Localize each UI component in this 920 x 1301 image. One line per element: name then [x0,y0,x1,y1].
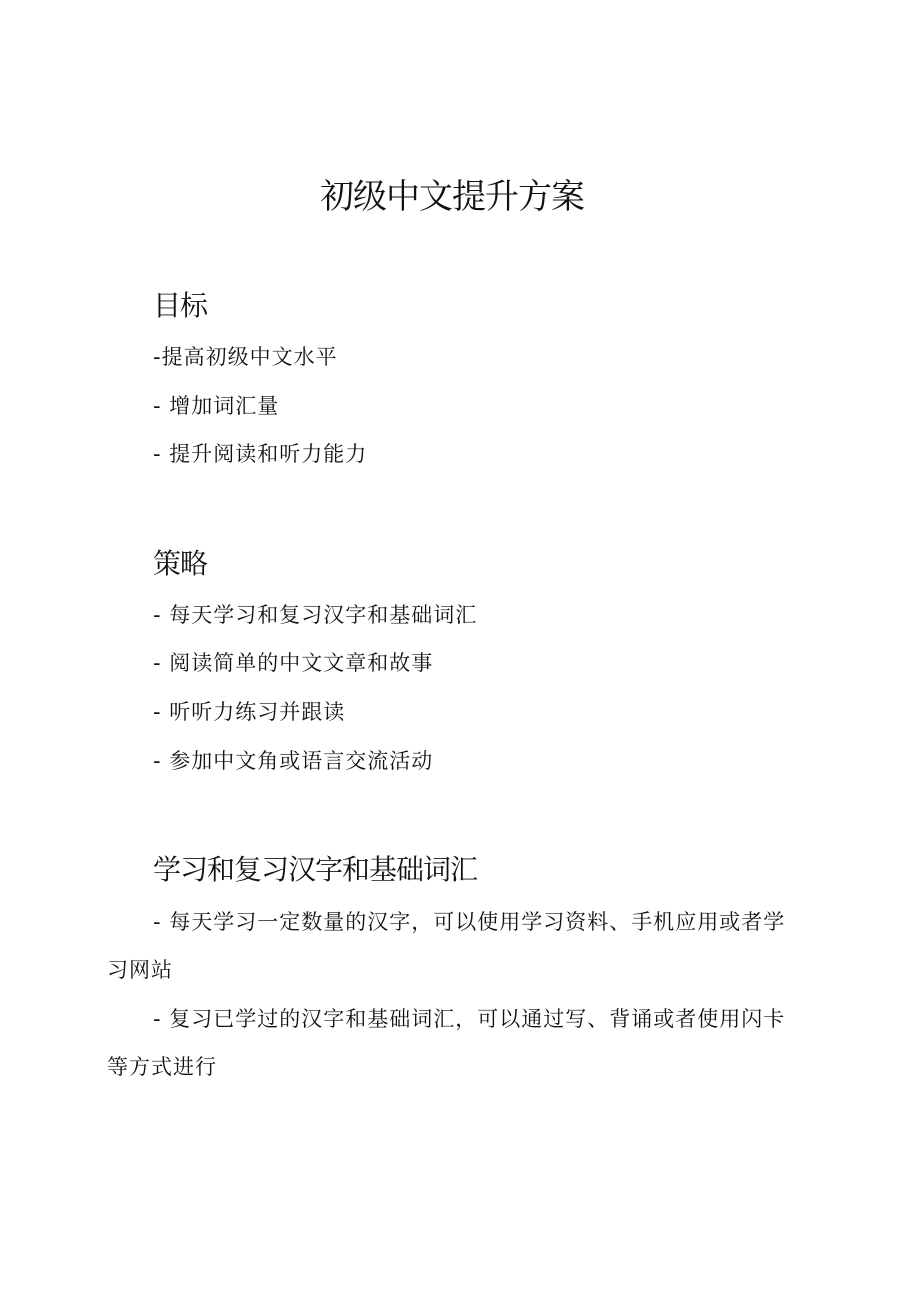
section-heading-strategy: 策略 [153,547,208,580]
strategy-item: - 每天学习和复习汉字和基础词汇 [153,603,478,627]
goal-item: - 增加词汇量 [153,394,280,418]
section-heading-study: 学习和复习汉字和基础词汇 [153,853,478,886]
strategy-item: - 阅读简单的中文文章和故事 [153,651,434,675]
strategy-item: - 参加中文角或语言交流活动 [153,749,434,773]
study-paragraph: - 复习已学过的汉字和基础词汇，可以通过写、背诵或者使用闪卡等方式进行 [107,1007,786,1079]
section-heading-goals: 目标 [153,289,208,322]
strategy-item: - 听听力练习并跟读 [153,700,346,724]
page-title: 初级中文提升方案 [320,177,584,217]
goal-item: - 提升阅读和听力能力 [153,442,368,466]
study-paragraph: - 每天学习一定数量的汉字，可以使用学习资料、手机应用或者学习网站 [107,910,786,982]
goal-item: -提高初级中文水平 [153,345,338,369]
